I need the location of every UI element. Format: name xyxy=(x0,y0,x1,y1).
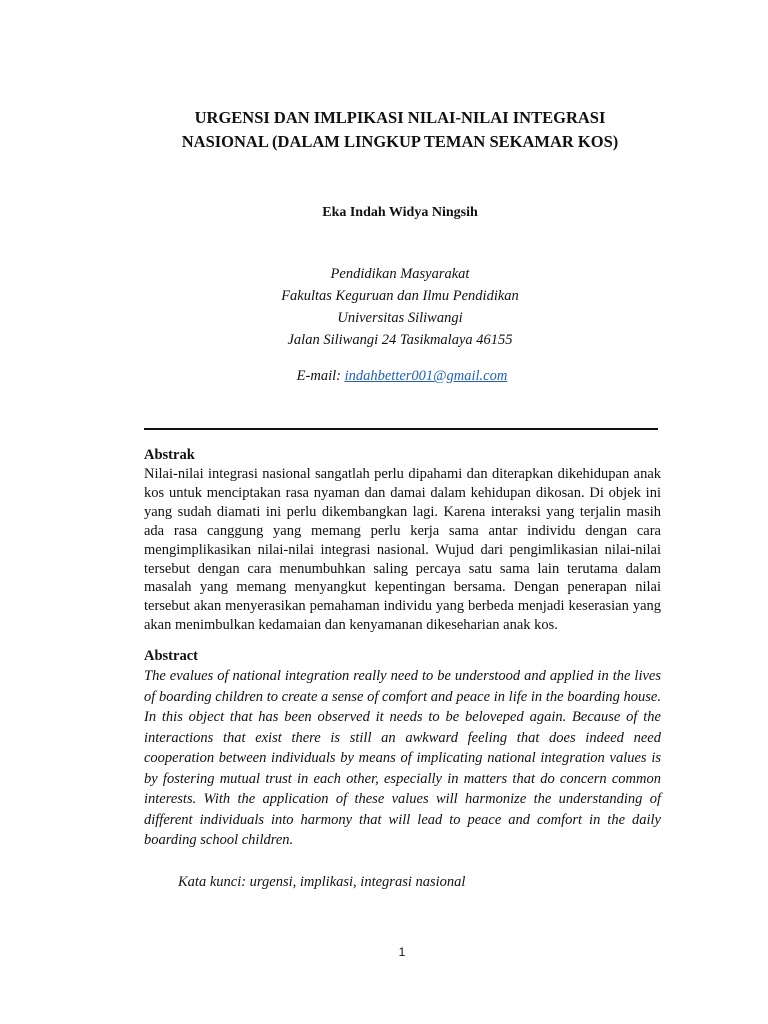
title-line-1: URGENSI DAN IMLPIKASI NILAI-NILAI INTEGRASI xyxy=(194,108,606,127)
email-link[interactable]: indahbetter001@gmail.com xyxy=(344,368,508,384)
abstract-heading: Abstract xyxy=(144,648,198,664)
keywords: Kata kunci: urgensi, implikasi, integrasi nasional xyxy=(178,874,466,890)
paper-title xyxy=(100,106,700,154)
abstract-section xyxy=(144,646,661,851)
title-line-2: NASIONAL (DALAM LINGKUP TEMAN SEKAMAR KOS) xyxy=(181,132,619,151)
affiliation-line-address: Jalan Siliwangi 24 Tasikmalaya 46155 xyxy=(287,332,513,348)
abstrak-text: Nilai-nilai integrasi nasional sangatlah perlu dipahami dan diterapkan dikehidupan anak kos untuk menciptakan rasa nyaman dan damai dalam kehidupan dikosan. Di objek ini yang sudah diamati ini perlu dikembangkan lagi. Karena interaksi yang terjalin masih ada rasa canggung yang memang perlu kerja sama antar individu dengan cara mengimplikasikan nilai-nilai integrasi nasional. Wujud dari pengimlikasian nilai-nilai tersebut dengan cara menumbuhkan saling percaya satu sama lain terutama dalam masalah yang memang menyangkut kepentingan bersama. Dengan penerapan nilai tersebut akan menyerasikan pemahaman individu yang berbeda menjadi keserasian yang akan menimbulkan kedamaian dan kenyamanan dikeseharian anak kos. xyxy=(144,466,661,634)
affiliation-line-department: Pendidikan Masyarakat xyxy=(330,266,470,282)
affiliation xyxy=(0,263,768,351)
email-line xyxy=(0,366,768,386)
abstrak-section xyxy=(144,445,661,635)
abstract-text: The evalues of national integration really need to be understood and applied in the lives of boarding children to create a sense of comfort and peace in life in the boarding house. In this object that has been observed it needs to be beloveped again. Because of the interactions that exist there is still an awkward feeling that does indeed need cooperation between individuals by means of implicating national integration values is by fostering mutual trust in each other, especially in matters that do concern common interests. With the application of these values will harmonize the understanding of different individuals into harmony that will lead to peace and comfort in the daily boarding school children. xyxy=(144,668,661,848)
section-divider xyxy=(144,428,658,430)
page-number: 1 xyxy=(398,945,406,959)
author-name: Eka Indah Widya Ningsih xyxy=(322,205,478,220)
email-label: E-mail: xyxy=(296,368,345,384)
abstrak-heading: Abstrak xyxy=(144,447,195,463)
affiliation-line-university: Universitas Siliwangi xyxy=(337,310,463,326)
affiliation-line-faculty: Fakultas Keguruan dan Ilmu Pendidikan xyxy=(281,288,519,304)
